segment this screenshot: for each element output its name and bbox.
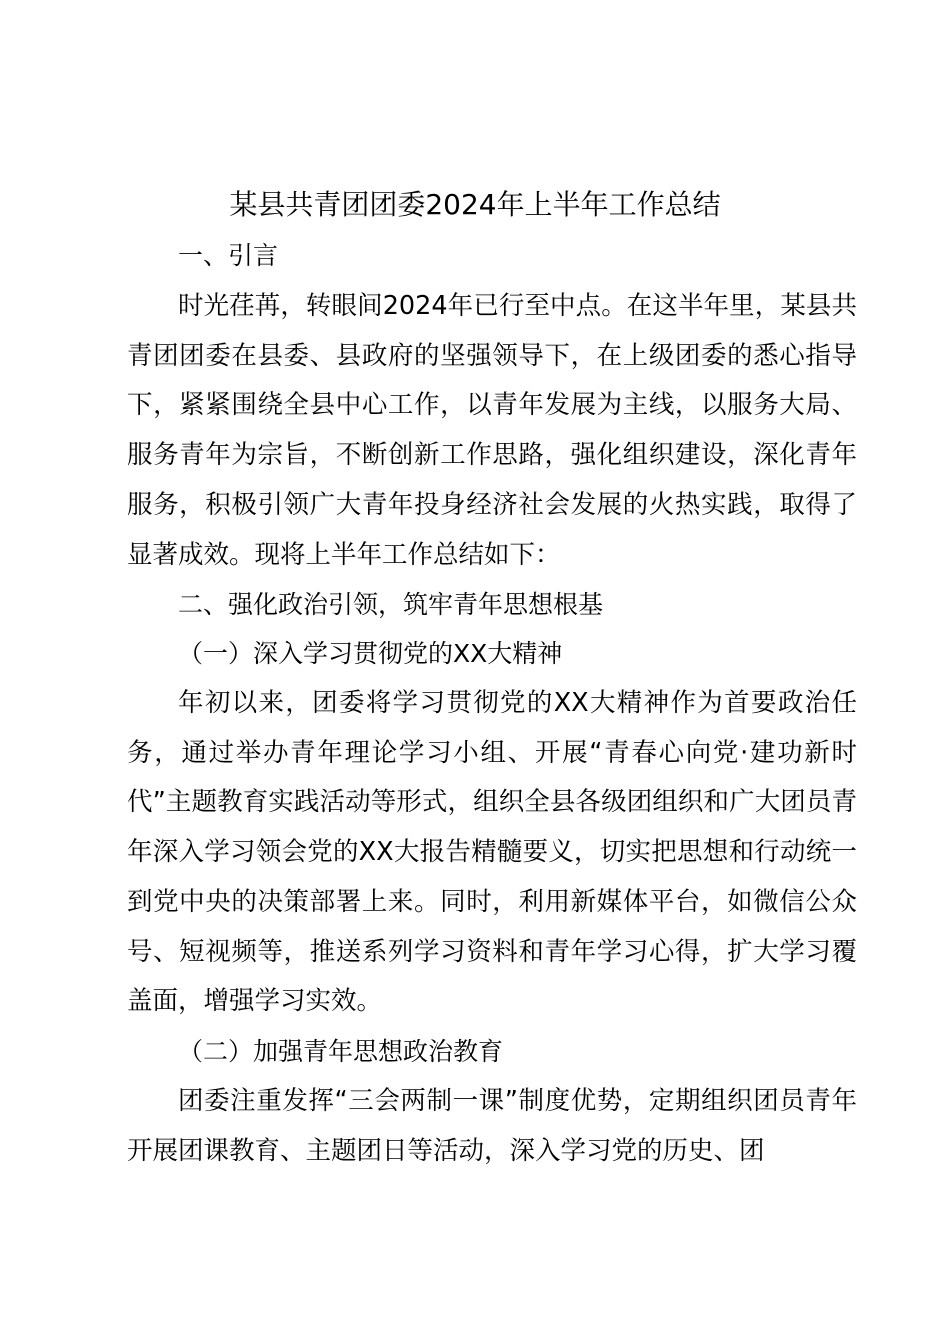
intro-paragraph: 时光荏苒，转眼间2024年已行至中点。在这半年里，某县共青团团委在县委、县政府的坚强领导下，在上级团委的悉心指导下，紧紧围绕全县中心工作，以青年发展为主线，以服务大局、服务青年为宗旨，不断创新工作思路，强化组织建设，深化青年服务，积极引领广大青年投身经济社会发展的火热实践，取得了显著成效。现将上半年工作总结如下： [127, 291, 857, 570]
study-congress-paragraph: 年初以来，团委将学习贯彻党的XX大精神作为首要政治任务，通过举办青年理论学习小组、开展“青春心向党·建功新时代”主题教育实践活动等形式，组织全县各级团组织和广大团员青年深入学习领会党的XX大报告精髓要义，切实把思想和行动统一到党中央的决策部署上来。同时，利用新媒体平台，如微信公众号、短视频等，推送系列学习资料和青年学习心得，扩大学习覆盖面，增强学习实效。 [127, 688, 857, 1017]
section-heading-introduction: 一、引言 [178, 241, 279, 270]
ideological-education-paragraph: 团委注重发挥“三会两制一课”制度优势，定期组织团员青年开展团课教育、主题团日等活动，深入学习党的历史、团 [127, 1086, 857, 1166]
section-heading-political-guidance: 二、强化政治引领，筑牢青年思想根基 [178, 590, 604, 619]
subsection-heading-ideological-education: （二）加强青年思想政治教育 [178, 1037, 504, 1066]
document-title: 某县共青团团委2024年上半年工作总结 [229, 188, 721, 221]
subsection-heading-study-congress: （一）深入学习贯彻党的XX大精神 [178, 639, 563, 668]
